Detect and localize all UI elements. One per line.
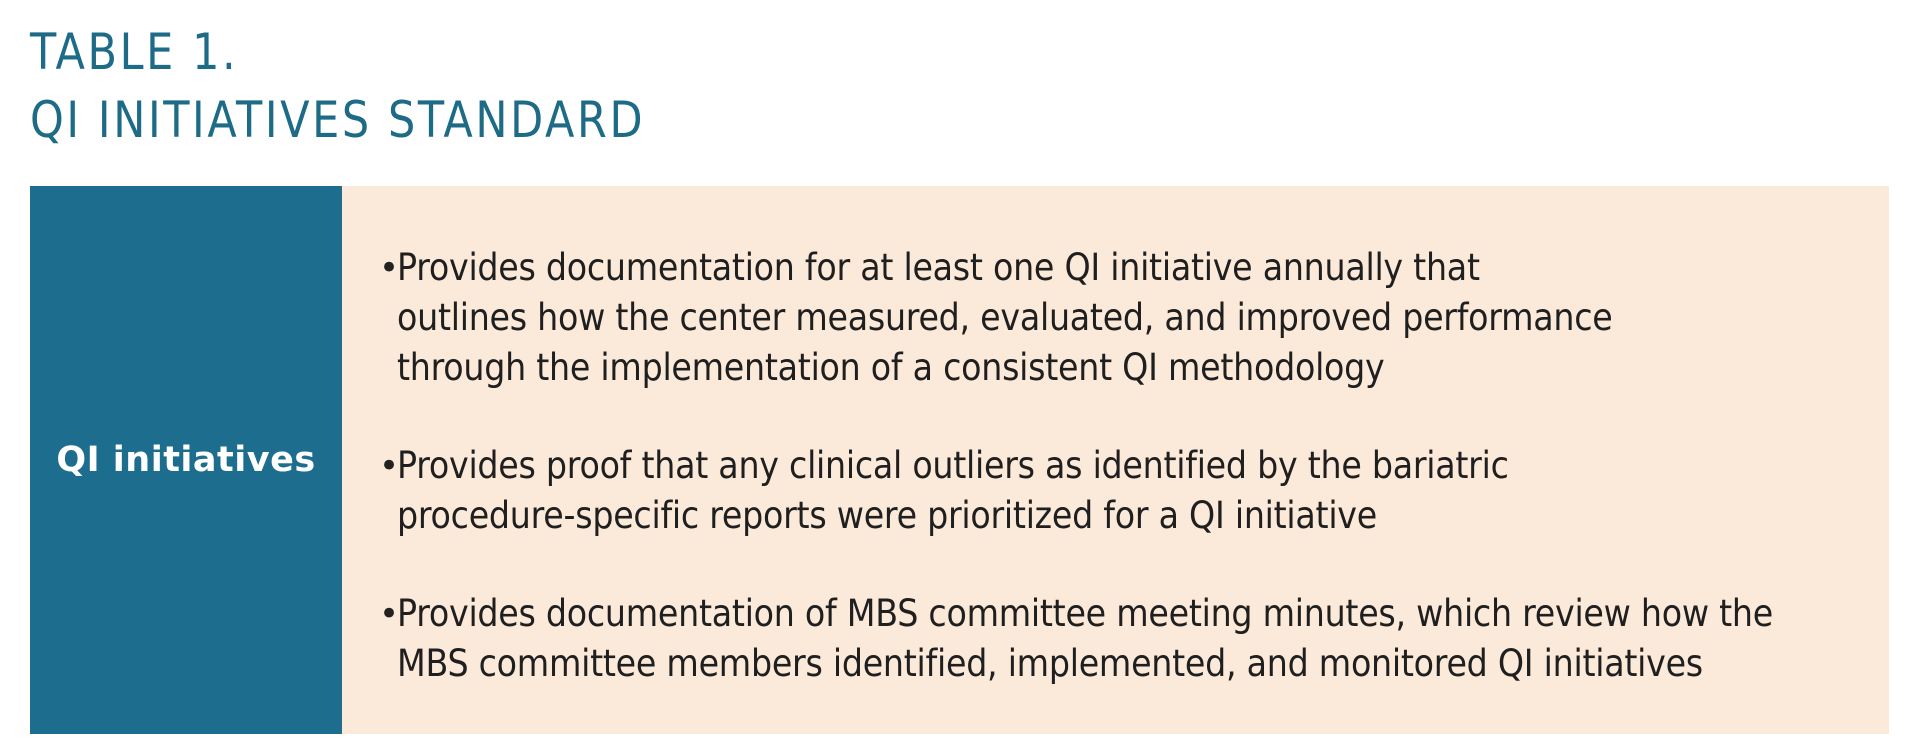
requirement-item (379, 243, 1869, 393)
requirements-cell (342, 186, 1889, 734)
table-number: TABLE 1. (30, 23, 239, 81)
requirement-text (397, 441, 1722, 541)
requirement-item (379, 589, 1869, 689)
requirement-line: outlines how the center measured, evaluated, and improved performance (397, 296, 1613, 339)
table-title (30, 18, 645, 154)
bullet-icon: • (379, 594, 400, 634)
bullet-icon: • (379, 248, 400, 288)
requirement-line: through the implementation of a consistent QI methodology (397, 346, 1385, 389)
requirement-item (379, 441, 1869, 541)
requirement-line: Provides documentation for at least one QI initiative annually that (397, 246, 1480, 289)
row-label: QI initiatives (56, 440, 316, 480)
table-heading: QI INITIATIVES STANDARD (30, 91, 646, 149)
row-label-cell (30, 186, 342, 734)
requirement-text (397, 243, 1722, 393)
requirement-line: MBS committee members identified, implemented, and monitored QI initiatives (397, 642, 1703, 685)
bullet-icon: • (379, 446, 400, 486)
requirement-line: Provides proof that any clinical outliers as identified by the bariatric (397, 444, 1509, 487)
qi-standard-table (30, 186, 1889, 734)
requirement-text (397, 589, 1773, 689)
requirement-line: Provides documentation of MBS committee meeting minutes, which review how the (397, 592, 1774, 635)
requirement-line: procedure-specific reports were prioritized for a QI initiative (397, 494, 1377, 537)
